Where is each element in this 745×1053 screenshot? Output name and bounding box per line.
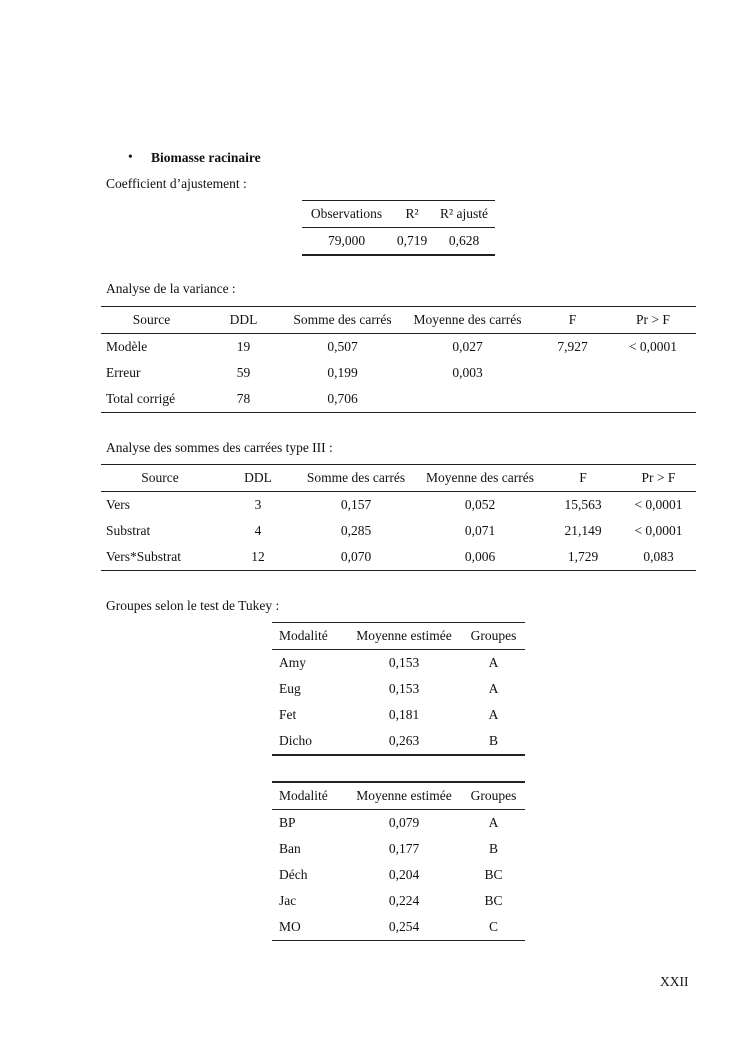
type3-cell: Vers bbox=[106, 497, 130, 512]
tukey-table-2 bbox=[272, 781, 525, 941]
tukey1-row bbox=[272, 650, 525, 677]
tukey2-row bbox=[272, 888, 525, 914]
type3-header: DDL bbox=[219, 465, 297, 492]
coef-header: Observations bbox=[302, 201, 391, 228]
tukey-header: Modalité bbox=[272, 782, 346, 810]
anova-cell: 0,706 bbox=[285, 386, 400, 413]
anova-cell bbox=[400, 386, 535, 413]
type3-cell: Substrat bbox=[106, 523, 151, 538]
tukey1-cell: 0,153 bbox=[388, 681, 420, 696]
anova-header: Pr > F bbox=[610, 307, 696, 334]
anova-cell: 19 bbox=[236, 339, 251, 354]
tukey2-cell: Jac bbox=[279, 893, 297, 908]
type3-cell: Vers*Substrat bbox=[101, 544, 219, 571]
anova-cell: 0,027 bbox=[452, 339, 483, 354]
tukey2-row bbox=[272, 836, 525, 862]
type3-cell: 1,729 bbox=[545, 544, 621, 571]
tukey1-row bbox=[272, 676, 525, 702]
anova-cell bbox=[535, 360, 610, 386]
tukey-header-row bbox=[272, 782, 525, 810]
tukey1-cell: B bbox=[462, 728, 525, 755]
tukey2-cell: Ban bbox=[279, 841, 301, 856]
anova-cell: Total corrigé bbox=[101, 386, 202, 413]
anova-cell: 0,507 bbox=[327, 339, 358, 354]
tukey2-cell: 0,204 bbox=[388, 867, 420, 882]
coef-header: R² ajusté bbox=[433, 201, 495, 228]
anova-header: DDL bbox=[202, 307, 285, 334]
coef-label: Coefficient d’ajustement : bbox=[106, 176, 247, 191]
tukey1-cell: 0,153 bbox=[388, 655, 420, 670]
tukey1-cell: 0,263 bbox=[346, 728, 462, 755]
type3-cell: < 0,0001 bbox=[634, 523, 683, 538]
type3-cell: 4 bbox=[254, 523, 262, 538]
type3-cell: 3 bbox=[254, 497, 262, 512]
type3-label: Analyse des sommes des carrées type III : bbox=[106, 440, 333, 455]
type3-cell: 0,071 bbox=[464, 523, 496, 538]
coef-header: R² bbox=[391, 201, 433, 228]
type3-row bbox=[101, 518, 696, 544]
anova-header: Somme des carrés bbox=[285, 307, 400, 334]
type3-cell: 12 bbox=[219, 544, 297, 571]
tukey1-cell: A bbox=[488, 681, 499, 696]
tukey2-cell: BC bbox=[484, 893, 503, 908]
anova-cell: Erreur bbox=[106, 365, 141, 380]
type3-header: Pr > F bbox=[621, 465, 696, 492]
tukey1-cell: Fet bbox=[279, 707, 297, 722]
anova-row bbox=[101, 360, 696, 386]
type3-row bbox=[101, 544, 696, 571]
tukey1-cell: A bbox=[488, 655, 499, 670]
type3-header: F bbox=[545, 465, 621, 492]
anova-cell: < 0,0001 bbox=[628, 339, 678, 354]
type3-header: Somme des carrés bbox=[297, 465, 415, 492]
anova-table bbox=[101, 306, 696, 413]
coef-cell: 79,000 bbox=[327, 233, 366, 248]
anova-cell: 0,003 bbox=[452, 365, 483, 380]
anova-label: Analyse de la variance : bbox=[106, 281, 236, 296]
tukey-header: Moyenne estimée bbox=[346, 782, 462, 810]
anova-header-row bbox=[101, 307, 696, 334]
tukey2-cell: MO bbox=[272, 914, 346, 941]
tukey-header-row bbox=[272, 623, 525, 650]
tukey-header: Modalité bbox=[272, 623, 346, 650]
tukey2-cell: A bbox=[488, 815, 499, 830]
type3-cell: 0,083 bbox=[621, 544, 696, 571]
tukey-header: Moyenne estimée bbox=[346, 623, 462, 650]
tukey2-cell: 0,177 bbox=[388, 841, 420, 856]
anova-cell: 78 bbox=[202, 386, 285, 413]
coef-row bbox=[302, 228, 495, 256]
tukey1-cell: Amy bbox=[279, 655, 306, 670]
section-title: Biomasse racinaire bbox=[151, 150, 261, 165]
tukey-label: Groupes selon le test de Tukey : bbox=[106, 598, 280, 613]
type3-header: Moyenne des carrés bbox=[415, 465, 545, 492]
anova-header: Source bbox=[101, 307, 202, 334]
tukey2-row bbox=[272, 810, 525, 837]
anova-cell bbox=[610, 360, 696, 386]
bullet: • bbox=[128, 149, 133, 164]
type3-cell: < 0,0001 bbox=[634, 497, 683, 512]
anova-row bbox=[101, 334, 696, 361]
tukey1-cell: Dicho bbox=[272, 728, 346, 755]
tukey2-cell: 0,254 bbox=[346, 914, 462, 941]
type3-header-row bbox=[101, 465, 696, 492]
tukey2-row bbox=[272, 862, 525, 888]
coef-table bbox=[302, 200, 495, 256]
type3-header: Source bbox=[101, 465, 219, 492]
tukey2-cell: B bbox=[488, 841, 498, 856]
anova-cell: 0,199 bbox=[327, 365, 358, 380]
tukey-header: Groupes bbox=[462, 782, 525, 810]
coef-cell: 0,628 bbox=[448, 233, 480, 248]
type3-cell: 0,006 bbox=[415, 544, 545, 571]
type3-cell: 15,563 bbox=[564, 497, 602, 512]
tukey-header: Groupes bbox=[462, 623, 525, 650]
tukey2-cell: C bbox=[462, 914, 525, 941]
anova-header: Moyenne des carrés bbox=[400, 307, 535, 334]
tukey1-cell: Eug bbox=[279, 681, 301, 696]
anova-cell: 7,927 bbox=[557, 339, 588, 354]
page-number: XXII bbox=[660, 974, 689, 989]
anova-cell: 59 bbox=[236, 365, 251, 380]
type3-cell: 0,285 bbox=[340, 523, 372, 538]
tukey2-row bbox=[272, 914, 525, 941]
type3-cell: 0,070 bbox=[297, 544, 415, 571]
coef-cell: 0,719 bbox=[396, 233, 428, 248]
anova-header: F bbox=[535, 307, 610, 334]
type3-cell: 0,157 bbox=[340, 497, 372, 512]
tukey1-row bbox=[272, 728, 525, 755]
tukey-table-1 bbox=[272, 622, 525, 756]
tukey1-row bbox=[272, 702, 525, 728]
tukey1-cell: A bbox=[488, 707, 499, 722]
anova-cell: Modèle bbox=[106, 339, 148, 354]
tukey2-cell: BP bbox=[279, 815, 296, 830]
type3-cell: 0,052 bbox=[464, 497, 496, 512]
tukey2-cell: BC bbox=[484, 867, 503, 882]
anova-cell bbox=[535, 386, 610, 413]
tukey1-cell: 0,181 bbox=[388, 707, 420, 722]
type3-row bbox=[101, 492, 696, 519]
tukey2-cell: 0,224 bbox=[388, 893, 420, 908]
tukey2-cell: 0,079 bbox=[388, 815, 420, 830]
tukey2-cell: Déch bbox=[279, 867, 308, 882]
type3-cell: 21,149 bbox=[564, 523, 602, 538]
coef-header-row bbox=[302, 201, 495, 228]
anova-cell bbox=[610, 386, 696, 413]
anova-row bbox=[101, 386, 696, 413]
type3-table bbox=[101, 464, 696, 571]
